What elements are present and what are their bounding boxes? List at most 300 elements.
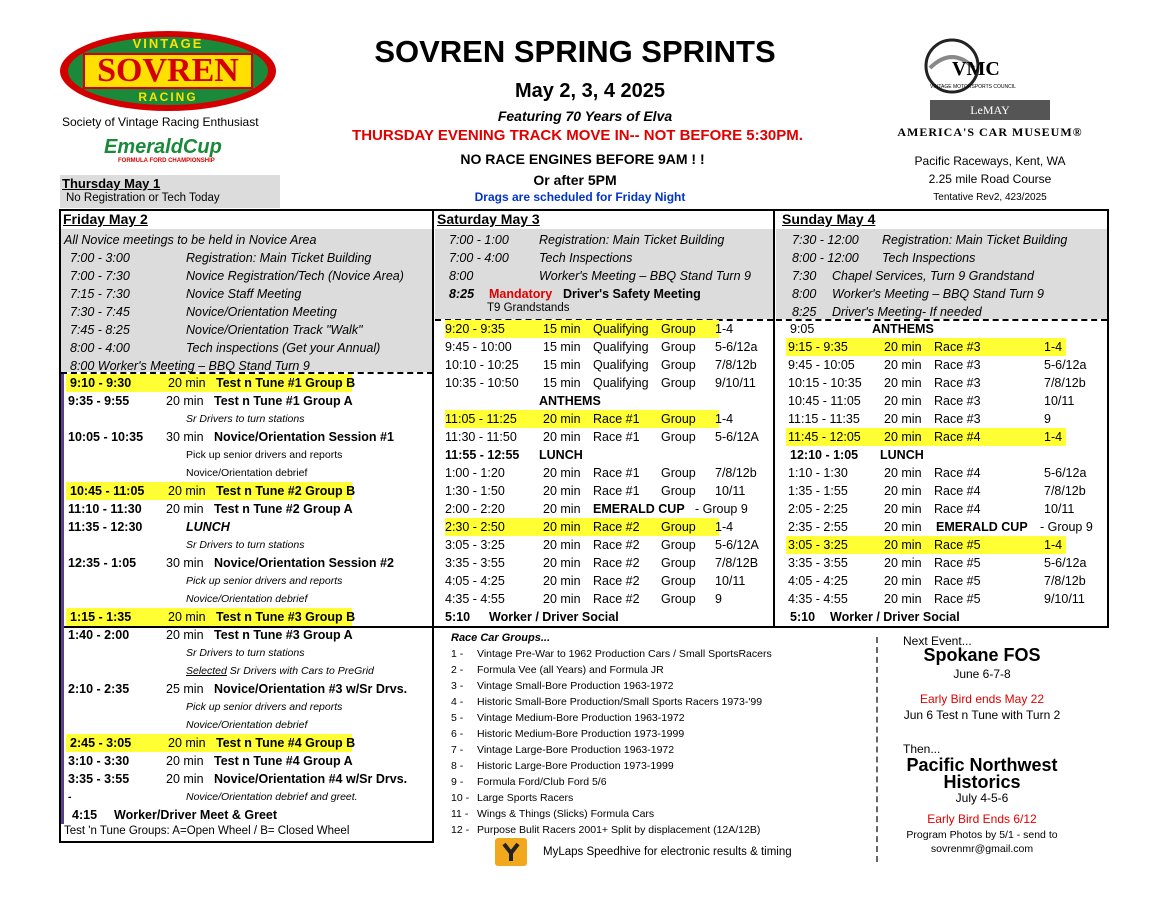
row-g: Group bbox=[661, 358, 696, 372]
friday-gray-row bbox=[64, 339, 432, 357]
saturday-row bbox=[437, 500, 771, 518]
engine-notice: NO RACE ENGINES BEFORE 9AM ! ! bbox=[460, 151, 705, 167]
emerald-cup: EMERALD CUP bbox=[936, 520, 1028, 534]
row-dur: 25 min bbox=[166, 682, 204, 696]
lemay-logo: LeMAY bbox=[930, 100, 1050, 120]
row-time: 7:00 - 4:00 bbox=[449, 251, 509, 265]
saturday-row bbox=[437, 374, 771, 392]
row-kind: Race #1 bbox=[593, 430, 640, 444]
row-num: 1-4 bbox=[1044, 340, 1063, 354]
row-text: Novice Staff Meeting bbox=[186, 287, 302, 301]
row-time: 3:35 - 3:55 bbox=[445, 556, 505, 570]
friday-row bbox=[64, 590, 430, 608]
race-group-number: 10 - bbox=[451, 792, 470, 804]
row-text: Test n Tune #3 Group A bbox=[214, 628, 353, 642]
row-dur: 20 min bbox=[543, 556, 581, 570]
row-time: 1:00 - 1:20 bbox=[445, 466, 505, 480]
vmc-text: VMC bbox=[952, 58, 1000, 80]
row-num: 9 bbox=[1044, 412, 1051, 426]
row-kind: Race #2 bbox=[593, 520, 640, 534]
sunday-row bbox=[778, 320, 1106, 338]
row-text: Tech Inspections bbox=[882, 251, 976, 265]
sunday-row bbox=[778, 590, 1106, 608]
friday-row bbox=[64, 554, 430, 572]
row-time: 3:05 - 3:25 bbox=[445, 538, 505, 552]
saturday-row bbox=[437, 464, 771, 482]
row-kind: Qualifying bbox=[593, 358, 649, 372]
row-kind: Qualifying bbox=[593, 340, 649, 354]
row-time: 3:35 - 3:55 bbox=[68, 772, 130, 786]
row-num: 7/8/12b bbox=[1044, 484, 1086, 498]
row-time: 2:10 - 2:35 bbox=[68, 682, 130, 696]
row-text: Novice/Orientation debrief bbox=[186, 467, 308, 479]
row-kind: Race #1 bbox=[593, 466, 640, 480]
row-g: Group bbox=[661, 376, 696, 390]
race-group-item bbox=[451, 744, 674, 756]
saturday-gray-row bbox=[437, 249, 771, 267]
race-group-number: 3 - bbox=[451, 680, 464, 692]
friday-gray-row bbox=[64, 321, 432, 339]
row-dur: 20 min bbox=[884, 466, 922, 480]
row-dur: 20 min bbox=[543, 574, 581, 588]
row-text: T9 Grandstands bbox=[487, 302, 570, 314]
race-group-number: 11 - bbox=[451, 808, 469, 820]
row-g: Group bbox=[661, 520, 696, 534]
saturday-row bbox=[437, 608, 771, 626]
row-kind: Race #4 bbox=[934, 466, 981, 480]
row-text: Novice/Orientation Session #2 bbox=[214, 556, 394, 570]
sunday-row bbox=[778, 392, 1106, 410]
course: 2.25 mile Road Course bbox=[928, 172, 1052, 186]
row-num: 9/10/11 bbox=[1044, 592, 1085, 606]
friday-row bbox=[64, 428, 430, 446]
photos-email: sovrenmr@gmail.com bbox=[930, 843, 1034, 855]
sunday-row bbox=[778, 356, 1106, 374]
race-group-item bbox=[451, 664, 664, 676]
row-time: 4:35 - 4:55 bbox=[788, 592, 848, 606]
row-dur: 20 min bbox=[884, 538, 922, 552]
race-group-text: Vintage Small-Bore Production 1963-1972 bbox=[477, 680, 674, 692]
row-dur: 15 min bbox=[543, 340, 581, 354]
friday-workers-row bbox=[64, 357, 432, 375]
next-event-name: Spokane FOS bbox=[923, 645, 1041, 665]
safety-mandatory: Mandatory bbox=[489, 287, 553, 301]
row-time: 11:15 - 11:35 bbox=[788, 412, 860, 426]
drags-notice: Drags are scheduled for Friday Night bbox=[474, 190, 686, 204]
row-time: 9:05 bbox=[790, 322, 815, 336]
row-time: 12:10 - 1:05 bbox=[790, 448, 859, 462]
next-event2-line2: Historics bbox=[943, 772, 1021, 792]
row-num: 1-4 bbox=[715, 520, 734, 534]
friday-row-highlighted bbox=[66, 734, 356, 752]
row-kind: Race #4 bbox=[934, 502, 981, 516]
row-dur: 20 min bbox=[884, 358, 922, 372]
friday-row bbox=[64, 644, 430, 662]
row-kind: Qualifying bbox=[593, 376, 649, 390]
mylaps-icon bbox=[495, 838, 527, 866]
event-dates: May 2, 3, 4 2025 bbox=[514, 80, 666, 102]
saturday-row-highlighted bbox=[445, 320, 734, 338]
row-time: 2:30 - 2:50 bbox=[445, 520, 505, 534]
row-group: - Group 9 bbox=[695, 502, 748, 516]
row-time: 10:10 - 10:25 bbox=[445, 358, 519, 372]
race-group-text: Large Sports Racers bbox=[477, 792, 574, 804]
row-dur: 20 min bbox=[543, 412, 581, 426]
emerald-cup-sub: FORMULA FORD CHAMPIONSHIP bbox=[118, 158, 215, 164]
saturday-gray-row bbox=[437, 267, 771, 285]
vertical-dash bbox=[876, 637, 878, 862]
emerald-cup-text: EmeraldCup bbox=[104, 136, 222, 158]
row-text: Novice/Orientation debrief bbox=[186, 593, 308, 605]
row-g: Group bbox=[661, 466, 696, 480]
sunday-row bbox=[778, 464, 1106, 482]
row-kind: Qualifying bbox=[593, 322, 649, 336]
row-text: Novice/Orientation debrief bbox=[186, 719, 308, 731]
row-dur: 15 min bbox=[543, 358, 581, 372]
race-group-number: 9 - bbox=[451, 776, 464, 788]
sunday-gray-row bbox=[778, 249, 1106, 267]
race-group-text: Historic Small-Bore Production/Small Sports Racers 1973-'99 bbox=[477, 696, 763, 708]
row-g: Group bbox=[661, 538, 696, 552]
row-num: 7/8/12b bbox=[715, 358, 757, 372]
saturday-row-highlighted bbox=[445, 410, 734, 428]
row-text: Test n Tune #1 Group A bbox=[214, 394, 353, 408]
race-group-item bbox=[451, 760, 674, 772]
row-time: 8:00 bbox=[792, 287, 817, 301]
row-time: 7:30 - 12:00 bbox=[792, 233, 859, 247]
row-g: Group bbox=[661, 322, 696, 336]
row-text: Tech Inspections bbox=[539, 251, 633, 265]
row-kind: Race #3 bbox=[934, 394, 981, 408]
row-time: 1:10 - 1:30 bbox=[788, 466, 848, 480]
row-time: 3:10 - 3:30 bbox=[68, 754, 130, 768]
thursday-note: No Registration or Tech Today bbox=[66, 192, 220, 204]
sovren-logo bbox=[58, 30, 278, 112]
race-group-text: Purpose Bulit Racers 2001+ Split by displacement (12A/12B) bbox=[477, 824, 761, 836]
race-group-text: Vintage Large-Bore Production 1963-1972 bbox=[477, 744, 675, 756]
row-text: Worker/Driver Meet & Greet bbox=[114, 808, 278, 822]
row-label: Worker / Driver Social bbox=[489, 610, 619, 624]
sunday-gray-row bbox=[778, 303, 1106, 321]
row-time: 4:15 bbox=[72, 808, 98, 822]
sunday-row bbox=[778, 482, 1106, 500]
next-event2-early: Early Bird Ends 6/12 bbox=[927, 812, 1037, 826]
row-text: Novice/Orientation debrief and greet. bbox=[186, 791, 358, 803]
row-dur: 20 min bbox=[884, 574, 922, 588]
friday-row bbox=[64, 464, 430, 482]
row-dur: 20 min bbox=[168, 736, 206, 750]
row-text: Tech inspections (Get your Annual) bbox=[186, 341, 381, 355]
row-g: Group bbox=[661, 574, 696, 588]
sunday-gray-row bbox=[778, 231, 1106, 249]
row-num: 10/11 bbox=[715, 484, 746, 498]
race-group-item bbox=[451, 648, 772, 660]
row-text: Test n Tune #4 Group A bbox=[214, 754, 353, 768]
row-time: 11:05 - 11:25 bbox=[445, 412, 517, 426]
row-dur: 20 min bbox=[166, 754, 204, 768]
race-group-number: 4 - bbox=[451, 696, 464, 708]
row-text: Worker's Meeting – BBQ Stand Turn 9 bbox=[832, 287, 1044, 301]
thursday-heading: Thursday May 1 bbox=[62, 176, 161, 191]
friday-gray-row bbox=[64, 249, 432, 267]
row-num: 7/8/12B bbox=[715, 556, 759, 570]
row-g: Group bbox=[661, 484, 696, 498]
row-time: 10:45 - 11:05 bbox=[70, 484, 145, 498]
row-num: 5-6/12A bbox=[715, 538, 759, 552]
row-time: 9:45 - 10:00 bbox=[445, 340, 512, 354]
row-time: 5:10 bbox=[445, 610, 471, 624]
row-dur: 20 min bbox=[166, 394, 204, 408]
sunday-row-highlighted bbox=[786, 428, 1066, 446]
row-time: 1:15 - 1:35 bbox=[70, 610, 132, 624]
row-kind: Race #2 bbox=[593, 574, 640, 588]
row-num: 5-6/12a bbox=[715, 340, 758, 354]
friday-row bbox=[64, 698, 430, 716]
row-time: 11:10 - 11:30 bbox=[68, 502, 142, 516]
row-time: 1:40 - 2:00 bbox=[68, 628, 130, 642]
row-time: 7:15 - 7:30 bbox=[70, 287, 130, 301]
row-dur: 20 min bbox=[884, 376, 922, 390]
row-dur: 20 min bbox=[168, 376, 206, 390]
sunday-row-highlighted bbox=[786, 536, 1066, 554]
saturday-row bbox=[437, 482, 771, 500]
row-text: Pick up senior drivers and reports bbox=[186, 575, 343, 587]
after-5pm: Or after 5PM bbox=[533, 172, 617, 188]
row-text: Test n Tune #3 Group B bbox=[216, 610, 356, 624]
row-dur: 20 min bbox=[884, 592, 922, 606]
saturday-row bbox=[437, 338, 771, 356]
friday-row bbox=[64, 752, 430, 770]
novice-note: All Novice meetings to be held in Novice Area bbox=[64, 233, 317, 247]
race-group-text: Historic Medium-Bore Production 1973-1999 bbox=[477, 728, 685, 740]
logo-sovren: SOVREN bbox=[97, 52, 239, 89]
saturday-gray-row bbox=[437, 231, 771, 249]
then-label: Then... bbox=[903, 742, 941, 756]
photos-note: Program Photos by 5/1 - send to bbox=[906, 829, 1058, 841]
saturday-row-highlighted bbox=[445, 518, 734, 536]
race-group-item bbox=[451, 696, 762, 708]
row-num: 5-6/12A bbox=[715, 430, 759, 444]
row-dur: 20 min bbox=[884, 520, 922, 534]
sunday-heading: Sunday May 4 bbox=[782, 211, 876, 227]
sunday-gray-row bbox=[778, 267, 1106, 285]
venue: Pacific Raceways, Kent, WA bbox=[914, 154, 1066, 168]
row-dur: 20 min bbox=[543, 430, 581, 444]
divider-fri-sat bbox=[432, 209, 434, 627]
row-g: Group bbox=[661, 430, 696, 444]
row-kind: Race #2 bbox=[593, 538, 640, 552]
friday-row bbox=[64, 680, 430, 698]
row-time: 3:35 - 3:55 bbox=[788, 556, 848, 570]
row-text: Novice Registration/Tech (Novice Area) bbox=[186, 269, 404, 283]
row-time: 7:45 - 8:25 bbox=[70, 323, 130, 337]
row-time: 10:35 - 10:50 bbox=[445, 376, 519, 390]
row-g: Group bbox=[661, 556, 696, 570]
row-time: 2:45 - 3:05 bbox=[70, 736, 132, 750]
next-event2-line1: Pacific Northwest bbox=[906, 755, 1058, 775]
friday-row bbox=[64, 572, 430, 590]
friday-row bbox=[64, 392, 430, 410]
row-time: 12:35 - 1:05 bbox=[68, 556, 137, 570]
friday-gray-row bbox=[64, 303, 432, 321]
saturday-row bbox=[437, 356, 771, 374]
row-g: Group bbox=[661, 592, 696, 606]
race-group-text: Formula Ford/Club Ford 5/6 bbox=[477, 776, 607, 788]
row-text: Novice/Orientation Session #1 bbox=[214, 430, 394, 444]
row-time: 9:10 - 9:30 bbox=[70, 376, 132, 390]
race-group-text: Vintage Pre-War to 1962 Production Cars / Small SportsRacers bbox=[477, 648, 772, 660]
row-kind: Race #5 bbox=[934, 538, 981, 552]
friday-row bbox=[64, 662, 430, 680]
saturday-row bbox=[437, 554, 771, 572]
logo-racing: RACING bbox=[138, 90, 198, 104]
row-num: 5-6/12a bbox=[1044, 556, 1087, 570]
row-time: 4:05 - 4:25 bbox=[788, 574, 848, 588]
race-group-number: 5 - bbox=[451, 712, 464, 724]
row-time: 1:35 - 1:55 bbox=[788, 484, 848, 498]
sunday-row bbox=[778, 608, 1106, 626]
row-text: Test n Tune #4 Group B bbox=[216, 736, 356, 750]
sunday-row bbox=[778, 500, 1106, 518]
row-dur: 30 min bbox=[166, 556, 204, 570]
row-num: 1-4 bbox=[1044, 430, 1063, 444]
row-dur: 20 min bbox=[884, 412, 922, 426]
row-text: Novice/Orientation Track "Walk" bbox=[186, 323, 363, 337]
row-dur: 20 min bbox=[543, 520, 581, 534]
row-group: - Group 9 bbox=[1040, 520, 1093, 534]
row-text: Selected Sr Drivers with Cars to PreGrid bbox=[186, 665, 374, 677]
row-dur: 20 min bbox=[884, 484, 922, 498]
row-time: 11:35 - 12:30 bbox=[68, 520, 143, 534]
row-dur: 30 min bbox=[166, 430, 204, 444]
row-time: 10:05 - 10:35 bbox=[68, 430, 144, 444]
row-text: Novice/Orientation #4 w/Sr Drvs. bbox=[214, 772, 408, 786]
museum-text: AMERICA'S CAR MUSEUM® bbox=[897, 125, 1083, 139]
row-time: 2:05 - 2:25 bbox=[788, 502, 848, 516]
row-time: 3:05 - 3:25 bbox=[788, 538, 848, 552]
row-time: 7:00 - 3:00 bbox=[70, 251, 130, 265]
emerald-cup-logo bbox=[104, 136, 228, 174]
sunday-row bbox=[778, 410, 1106, 428]
row-kind: Race #3 bbox=[934, 376, 981, 390]
sunday-row bbox=[778, 572, 1106, 590]
featuring: Featuring 70 Years of Elva bbox=[497, 108, 673, 124]
saturday-row bbox=[437, 572, 771, 590]
row-num: 9 bbox=[715, 592, 722, 606]
row-time: 7:30 bbox=[792, 269, 817, 283]
row-text: Test n Tune #1 Group B bbox=[216, 376, 356, 390]
row-time: 9:20 - 9:35 bbox=[445, 322, 505, 336]
row-num: 1-4 bbox=[715, 322, 734, 336]
row-time: - bbox=[68, 791, 72, 803]
race-group-number: 8 - bbox=[451, 760, 464, 772]
row-text: Sr Drivers to turn stations bbox=[186, 647, 305, 659]
row-time: 9:15 - 9:35 bbox=[788, 340, 848, 354]
row-kind: Race #2 bbox=[593, 556, 640, 570]
row-time: 10:45 - 11:05 bbox=[788, 394, 861, 408]
row-g: Group bbox=[661, 340, 696, 354]
row-label: LUNCH bbox=[539, 448, 583, 462]
saturday-row bbox=[437, 590, 771, 608]
row-dur: 20 min bbox=[166, 772, 204, 786]
row-dur: 20 min bbox=[543, 538, 581, 552]
row-dur: 20 min bbox=[543, 592, 581, 606]
friday-row bbox=[64, 626, 430, 644]
row-num: 7/8/12b bbox=[1044, 376, 1086, 390]
row-time: 8:00 bbox=[449, 269, 474, 283]
row-time: 11:45 - 12:05 bbox=[788, 430, 861, 444]
row-kind: Race #4 bbox=[934, 484, 981, 498]
revision: Tentative Rev2, 423/2025 bbox=[933, 192, 1047, 203]
row-dur: 20 min bbox=[884, 502, 922, 516]
row-kind: Race #1 bbox=[593, 484, 640, 498]
friday-row-highlighted bbox=[66, 374, 356, 392]
row-text: Pick up senior drivers and reports bbox=[186, 701, 343, 713]
groups-note: Test 'n Tune Groups: A=Open Wheel / B= Closed Wheel bbox=[64, 825, 350, 837]
row-num: 1-4 bbox=[1044, 538, 1063, 552]
row-num: 10/11 bbox=[1044, 502, 1075, 516]
row-kind: Race #3 bbox=[934, 340, 981, 354]
friday-row bbox=[64, 788, 430, 806]
row-time: 2:00 - 2:20 bbox=[445, 502, 505, 516]
row-text: Registration: Main Ticket Building bbox=[186, 251, 372, 265]
friday-row bbox=[64, 500, 430, 518]
row-time: 8:00 - 4:00 bbox=[70, 341, 130, 355]
sunday-row bbox=[778, 518, 1106, 536]
row-label: ANTHEMS bbox=[872, 322, 934, 336]
row-text: LUNCH bbox=[186, 520, 230, 534]
row-dur: 20 min bbox=[168, 610, 206, 624]
row-num: 9/10/11 bbox=[715, 376, 756, 390]
row-kind: Race #5 bbox=[934, 592, 981, 606]
friday-row bbox=[64, 716, 430, 734]
row-time: 8:00 - 12:00 bbox=[792, 251, 859, 265]
row-dur: 20 min bbox=[166, 628, 204, 642]
race-group-number: 2 - bbox=[451, 664, 464, 676]
row-time: 7:00 - 1:00 bbox=[449, 233, 509, 247]
logo-vintage: VINTAGE bbox=[132, 36, 204, 51]
saturday-row bbox=[437, 446, 771, 464]
thursday-notice: THURSDAY EVENING TRACK MOVE IN-- NOT BEFORE 5:30PM. bbox=[352, 127, 803, 144]
row-text: Sr Drivers to turn stations bbox=[186, 413, 305, 425]
row-time: 11:55 - 12:55 bbox=[445, 448, 520, 462]
row-dur: 20 min bbox=[884, 394, 922, 408]
friday-heading: Friday May 2 bbox=[63, 211, 148, 227]
row-text: Test n Tune #2 Group B bbox=[216, 484, 356, 498]
race-group-text: Historic Large-Bore Production 1973-1999 bbox=[477, 760, 674, 772]
sunday-row-highlighted bbox=[786, 338, 1066, 356]
race-group-item bbox=[451, 680, 674, 692]
row-time: 2:35 - 2:55 bbox=[788, 520, 848, 534]
next-event-label: Next Event... bbox=[903, 634, 972, 648]
friday-row bbox=[64, 536, 430, 554]
row-dur: 20 min bbox=[168, 484, 206, 498]
race-group-number: 6 - bbox=[451, 728, 464, 740]
next-event-tnt: Jun 6 Test n Tune with Turn 2 bbox=[903, 708, 1061, 722]
row-text: Driver's Meeting- If needed bbox=[832, 305, 982, 319]
row-text: Pick up senior drivers and reports bbox=[186, 449, 343, 461]
row-time: 9:45 - 10:05 bbox=[788, 358, 855, 372]
row-label: Worker / Driver Social bbox=[830, 610, 960, 624]
row-text: Novice/Orientation Meeting bbox=[186, 305, 337, 319]
row-num: 7/8/12b bbox=[1044, 574, 1086, 588]
row-text: Chapel Services, Turn 9 Grandstand bbox=[832, 269, 1034, 283]
row-dur: 20 min bbox=[166, 502, 204, 516]
row-kind: Race #2 bbox=[593, 592, 640, 606]
race-group-item bbox=[451, 712, 685, 724]
row-num: 1-4 bbox=[715, 412, 734, 426]
mylaps-y-icon bbox=[495, 838, 527, 866]
